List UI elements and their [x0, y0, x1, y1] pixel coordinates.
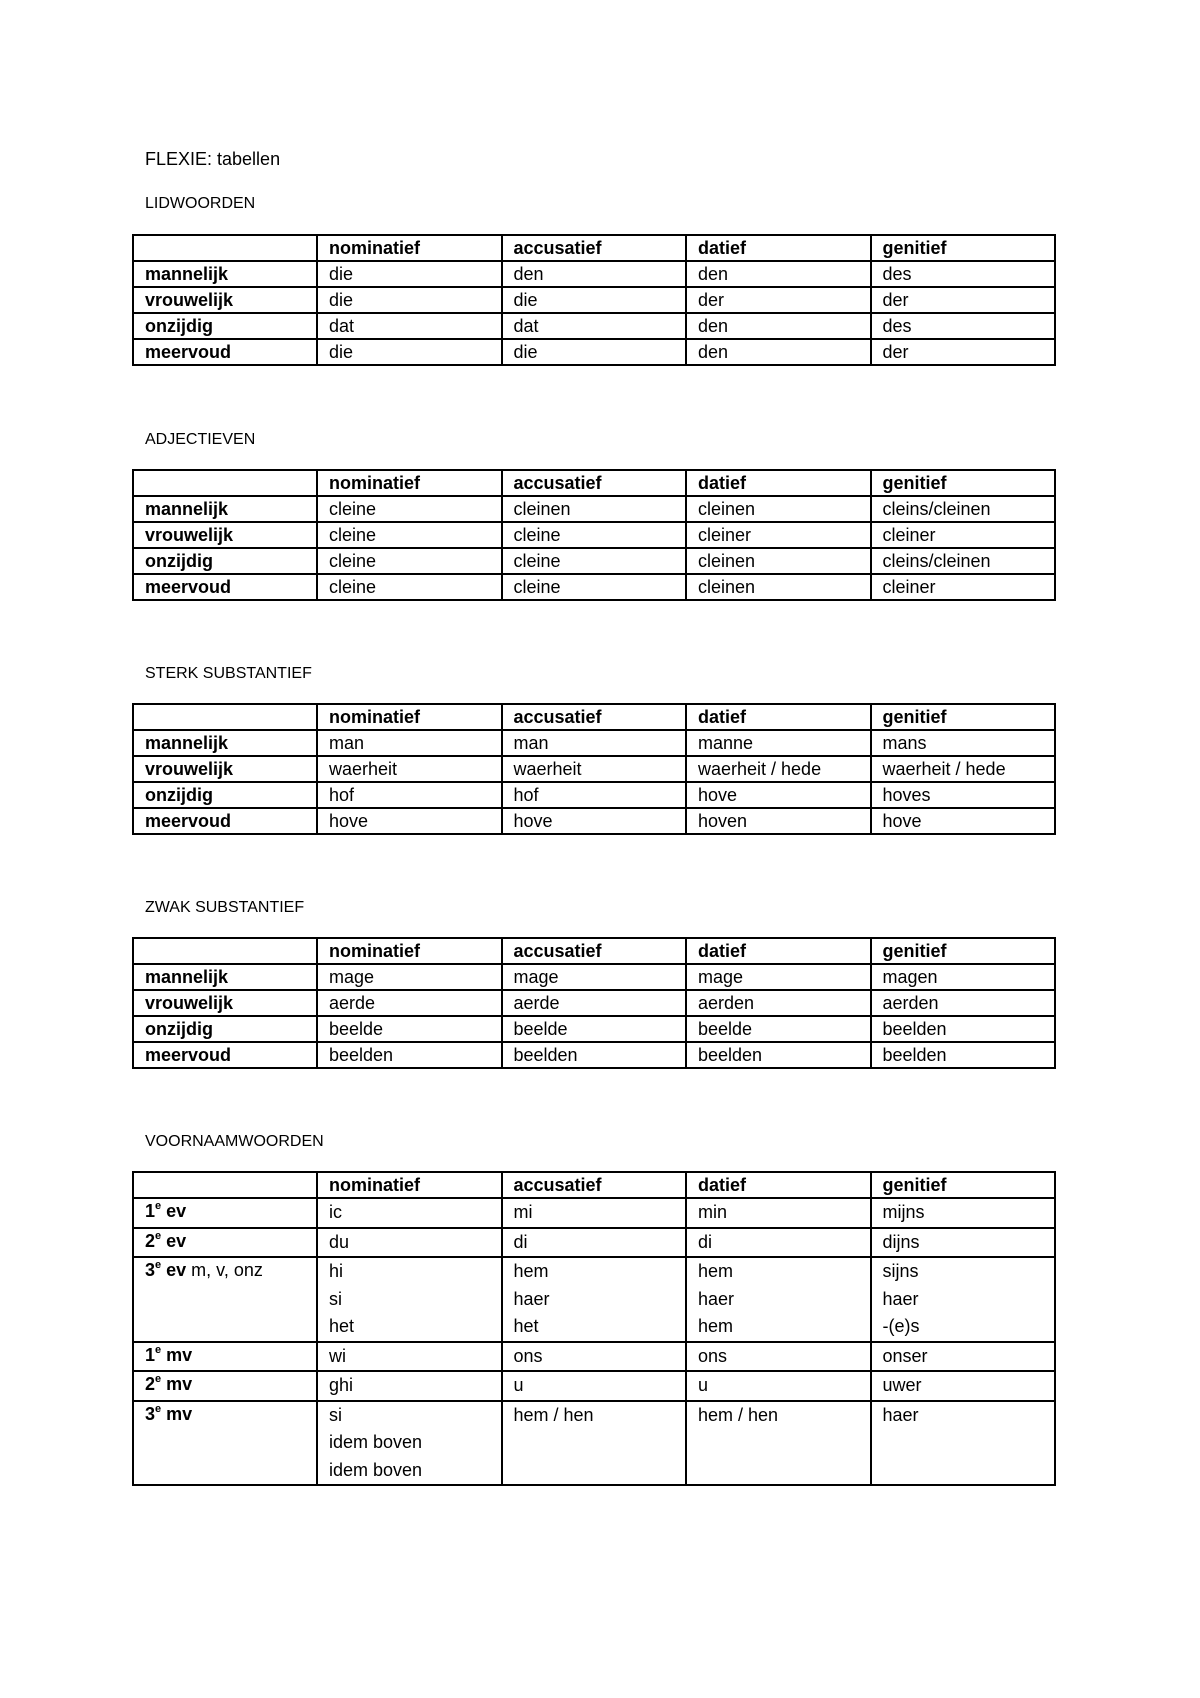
table-cell: [502, 1342, 687, 1372]
row-label: mannelijk: [133, 496, 317, 522]
cell-line: hem: [513, 1261, 549, 1281]
table-cell: aerden: [871, 990, 1056, 1016]
table-cell: [871, 1371, 1056, 1401]
cell-line: hem: [698, 1316, 734, 1336]
header-empty: [133, 704, 317, 730]
table-row: [133, 548, 1055, 574]
table-cell: hof: [502, 782, 687, 808]
table-cell: [502, 1198, 687, 1228]
row-label: onzijdig: [133, 782, 317, 808]
table-cell: beelde: [502, 1016, 687, 1042]
table-cell: [686, 1198, 871, 1228]
cell-line: hem: [698, 1261, 734, 1281]
table-cell: cleinen: [502, 496, 687, 522]
cell-line: mijns: [882, 1202, 925, 1222]
person-number: 1: [145, 1344, 156, 1365]
row-label: [133, 1228, 317, 1258]
table-cell: [686, 1401, 871, 1486]
table-cell: [502, 1257, 687, 1342]
table-cell: beelde: [686, 1016, 871, 1042]
number-label: mv: [161, 1374, 193, 1394]
table-row: [133, 730, 1055, 756]
person-number: 1: [145, 1201, 156, 1221]
cell-line: hi: [329, 1261, 344, 1281]
table-cell: hove: [871, 808, 1056, 834]
ordinal-suffix: e: [155, 1373, 162, 1385]
section-heading-voornaamwoorden: VOORNAAMWOORDEN: [145, 1133, 324, 1150]
cell-line: di: [698, 1231, 713, 1252]
cell-line: mi: [513, 1202, 533, 1222]
table-cell: manne: [686, 730, 871, 756]
document-title: FLEXIE: tabellen: [145, 149, 281, 169]
table-row: [133, 313, 1055, 339]
table-cell: mage: [502, 964, 687, 990]
header-genitief: genitief: [871, 938, 1056, 964]
table-cell: [317, 1401, 502, 1486]
row-label: [133, 1257, 317, 1342]
table-cell: hoven: [686, 808, 871, 834]
table-cell: hove: [686, 782, 871, 808]
number-label: ev: [161, 1230, 187, 1251]
table-row: [133, 1042, 1055, 1068]
row-label: meervoud: [133, 574, 317, 600]
header-datief: datief: [686, 235, 871, 261]
cell-line: sijns: [882, 1261, 919, 1281]
table-lidwoorden: [132, 234, 1056, 366]
row-label: vrouwelijk: [133, 990, 317, 1016]
cell-line: min: [698, 1202, 728, 1222]
cell-line: het: [513, 1316, 539, 1336]
row-label: mannelijk: [133, 730, 317, 756]
table-cell: [871, 1257, 1056, 1342]
row-label: meervoud: [133, 1042, 317, 1068]
table-row: [133, 522, 1055, 548]
table-cell: des: [871, 313, 1056, 339]
table-row: [133, 261, 1055, 287]
table-cell: hove: [317, 808, 502, 834]
gender-label: m, v, onz: [186, 1260, 263, 1280]
header-nominatief: nominatief: [317, 470, 502, 496]
header-datief: datief: [686, 470, 871, 496]
table-cell: dat: [502, 313, 687, 339]
table-cell: beelden: [871, 1016, 1056, 1042]
table-cell: aerden: [686, 990, 871, 1016]
table-row: [133, 1257, 1055, 1342]
ordinal-suffix: e: [155, 1343, 162, 1356]
number-label: ev: [161, 1260, 187, 1280]
table-cell: beelde: [317, 1016, 502, 1042]
table-cell: die: [502, 287, 687, 313]
header-empty: [133, 235, 317, 261]
header-accusatief: accusatief: [502, 235, 687, 261]
table-cell: beelden: [686, 1042, 871, 1068]
table-cell: mans: [871, 730, 1056, 756]
table-sterk-substantief: [132, 703, 1056, 835]
row-label: [133, 1401, 317, 1486]
header-genitief: genitief: [871, 704, 1056, 730]
header-nominatief: nominatief: [317, 938, 502, 964]
cell-line: si: [329, 1404, 342, 1425]
table-cell: hof: [317, 782, 502, 808]
table-cell: waerheit / hede: [871, 756, 1056, 782]
cell-line: onser: [882, 1345, 928, 1366]
cell-line: du: [329, 1231, 350, 1252]
table-cell: mage: [686, 964, 871, 990]
cell-line: haer: [882, 1288, 919, 1309]
table-cell: [317, 1257, 502, 1342]
header-accusatief: accusatief: [502, 938, 687, 964]
section-heading-sterk-substantief: STERK SUBSTANTIEF: [145, 665, 312, 682]
table-header-row: [133, 470, 1055, 496]
ordinal-suffix: e: [155, 1229, 162, 1242]
table-cell: beelden: [317, 1042, 502, 1068]
header-nominatief: nominatief: [317, 235, 502, 261]
header-datief: datief: [686, 704, 871, 730]
number-label: ev: [161, 1201, 187, 1221]
number-label: mv: [161, 1344, 193, 1365]
number-label: mv: [161, 1403, 193, 1424]
table-cell: beelden: [502, 1042, 687, 1068]
cell-line: si: [329, 1288, 342, 1309]
table-row: [133, 990, 1055, 1016]
table-cell: man: [502, 730, 687, 756]
ordinal-suffix: e: [155, 1402, 162, 1415]
cell-line: ic: [329, 1202, 342, 1222]
table-cell: die: [317, 287, 502, 313]
row-label: vrouwelijk: [133, 756, 317, 782]
cell-line: wi: [329, 1345, 346, 1366]
table-cell: den: [686, 313, 871, 339]
row-label: [133, 1342, 317, 1372]
person-number: 3: [145, 1403, 156, 1424]
row-label: meervoud: [133, 339, 317, 365]
table-cell: hove: [502, 808, 687, 834]
table-cell: [686, 1257, 871, 1342]
table-cell: [686, 1228, 871, 1258]
table-cell: aerde: [317, 990, 502, 1016]
row-label: vrouwelijk: [133, 522, 317, 548]
cell-line: u: [698, 1375, 709, 1395]
table-cell: waerheit / hede: [686, 756, 871, 782]
person-number: 2: [145, 1374, 156, 1394]
table-cell: waerheit: [317, 756, 502, 782]
table-cell: des: [871, 261, 1056, 287]
table-cell: mage: [317, 964, 502, 990]
table-cell: cleins/cleinen: [871, 496, 1056, 522]
header-genitief: genitief: [871, 1172, 1056, 1198]
table-zwak-substantief: [132, 937, 1056, 1069]
table-cell: [317, 1198, 502, 1228]
table-cell: den: [502, 261, 687, 287]
ordinal-suffix: e: [155, 1200, 162, 1212]
cell-line: ghi: [329, 1375, 354, 1395]
row-label: onzijdig: [133, 1016, 317, 1042]
table-row: [133, 1342, 1055, 1372]
header-empty: [133, 938, 317, 964]
row-label: [133, 1371, 317, 1401]
table-row: [133, 1228, 1055, 1258]
table-row: [133, 1198, 1055, 1228]
cell-line: ons: [513, 1345, 543, 1366]
row-label: meervoud: [133, 808, 317, 834]
table-cell: cleine: [502, 522, 687, 548]
table-cell: cleine: [317, 496, 502, 522]
cell-line: -(e)s: [882, 1316, 920, 1336]
table-cell: cleinen: [686, 574, 871, 600]
cell-line: haer: [882, 1404, 919, 1425]
row-label: onzijdig: [133, 313, 317, 339]
header-accusatief: accusatief: [502, 470, 687, 496]
row-label: onzijdig: [133, 548, 317, 574]
table-adjectieven: [132, 469, 1056, 601]
table-cell: cleiner: [871, 522, 1056, 548]
header-genitief: genitief: [871, 235, 1056, 261]
section-heading-zwak-substantief: ZWAK SUBSTANTIEF: [145, 899, 305, 916]
table-cell: dat: [317, 313, 502, 339]
table-cell: [686, 1342, 871, 1372]
row-label: [133, 1198, 317, 1228]
table-row: [133, 756, 1055, 782]
table-cell: cleine: [317, 574, 502, 600]
person-number: 2: [145, 1230, 156, 1251]
table-cell: cleine: [317, 548, 502, 574]
table-cell: aerde: [502, 990, 687, 1016]
table-row: [133, 1401, 1055, 1486]
table-cell: [317, 1228, 502, 1258]
table-header-row: [133, 235, 1055, 261]
cell-line: dijns: [882, 1231, 920, 1252]
section-heading-lidwoorden: LIDWOORDEN: [145, 195, 256, 212]
table-header-row: [133, 1172, 1055, 1198]
table-cell: die: [317, 261, 502, 287]
header-accusatief: accusatief: [502, 1172, 687, 1198]
header-nominatief: nominatief: [317, 1172, 502, 1198]
cell-line: haer: [513, 1288, 550, 1309]
cell-line: u: [513, 1375, 524, 1395]
header-datief: datief: [686, 938, 871, 964]
table-row: [133, 782, 1055, 808]
header-empty: [133, 470, 317, 496]
cell-line: idem boven: [329, 1459, 423, 1480]
table-cell: [317, 1371, 502, 1401]
cell-line: haer: [698, 1288, 735, 1309]
table-cell: den: [686, 339, 871, 365]
table-row: [133, 287, 1055, 313]
table-cell: cleine: [502, 548, 687, 574]
table-cell: den: [686, 261, 871, 287]
table-cell: cleinen: [686, 496, 871, 522]
table-cell: beelden: [871, 1042, 1056, 1068]
table-row: [133, 964, 1055, 990]
table-cell: [871, 1401, 1056, 1486]
person-number: 3: [145, 1260, 156, 1280]
cell-line: di: [513, 1231, 528, 1252]
cell-line: het: [329, 1316, 355, 1336]
header-datief: datief: [686, 1172, 871, 1198]
table-header-row: [133, 704, 1055, 730]
table-cell: die: [317, 339, 502, 365]
table-cell: [871, 1198, 1056, 1228]
header-empty: [133, 1172, 317, 1198]
table-row: [133, 496, 1055, 522]
cell-line: hem / hen: [513, 1404, 594, 1425]
table-cell: cleiner: [686, 522, 871, 548]
table-cell: cleiner: [871, 574, 1056, 600]
cell-line: hem / hen: [698, 1404, 779, 1425]
cell-line: ons: [698, 1345, 728, 1366]
table-cell: cleine: [502, 574, 687, 600]
table-cell: [686, 1371, 871, 1401]
table-cell: die: [502, 339, 687, 365]
table-row: [133, 808, 1055, 834]
table-row: [133, 1371, 1055, 1401]
header-genitief: genitief: [871, 470, 1056, 496]
table-cell: der: [871, 339, 1056, 365]
table-cell: [871, 1342, 1056, 1372]
table-header-row: [133, 938, 1055, 964]
table-cell: waerheit: [502, 756, 687, 782]
table-cell: cleinen: [686, 548, 871, 574]
table-cell: [502, 1228, 687, 1258]
table-cell: der: [871, 287, 1056, 313]
cell-line: uwer: [882, 1375, 922, 1395]
table-cell: man: [317, 730, 502, 756]
row-label: mannelijk: [133, 261, 317, 287]
table-row: [133, 1016, 1055, 1042]
table-row: [133, 339, 1055, 365]
table-cell: [871, 1228, 1056, 1258]
table-cell: [317, 1342, 502, 1372]
row-label: vrouwelijk: [133, 287, 317, 313]
table-voornaamwoorden: [132, 1171, 1056, 1486]
table-cell: [502, 1401, 687, 1486]
row-label: mannelijk: [133, 964, 317, 990]
cell-line: idem boven: [329, 1432, 423, 1452]
table-row: [133, 574, 1055, 600]
section-heading-adjectieven: ADJECTIEVEN: [145, 431, 256, 448]
table-cell: der: [686, 287, 871, 313]
table-cell: [502, 1371, 687, 1401]
ordinal-suffix: e: [155, 1259, 162, 1271]
table-cell: hoves: [871, 782, 1056, 808]
table-cell: magen: [871, 964, 1056, 990]
table-cell: cleine: [317, 522, 502, 548]
header-accusatief: accusatief: [502, 704, 687, 730]
header-nominatief: nominatief: [317, 704, 502, 730]
table-cell: cleins/cleinen: [871, 548, 1056, 574]
